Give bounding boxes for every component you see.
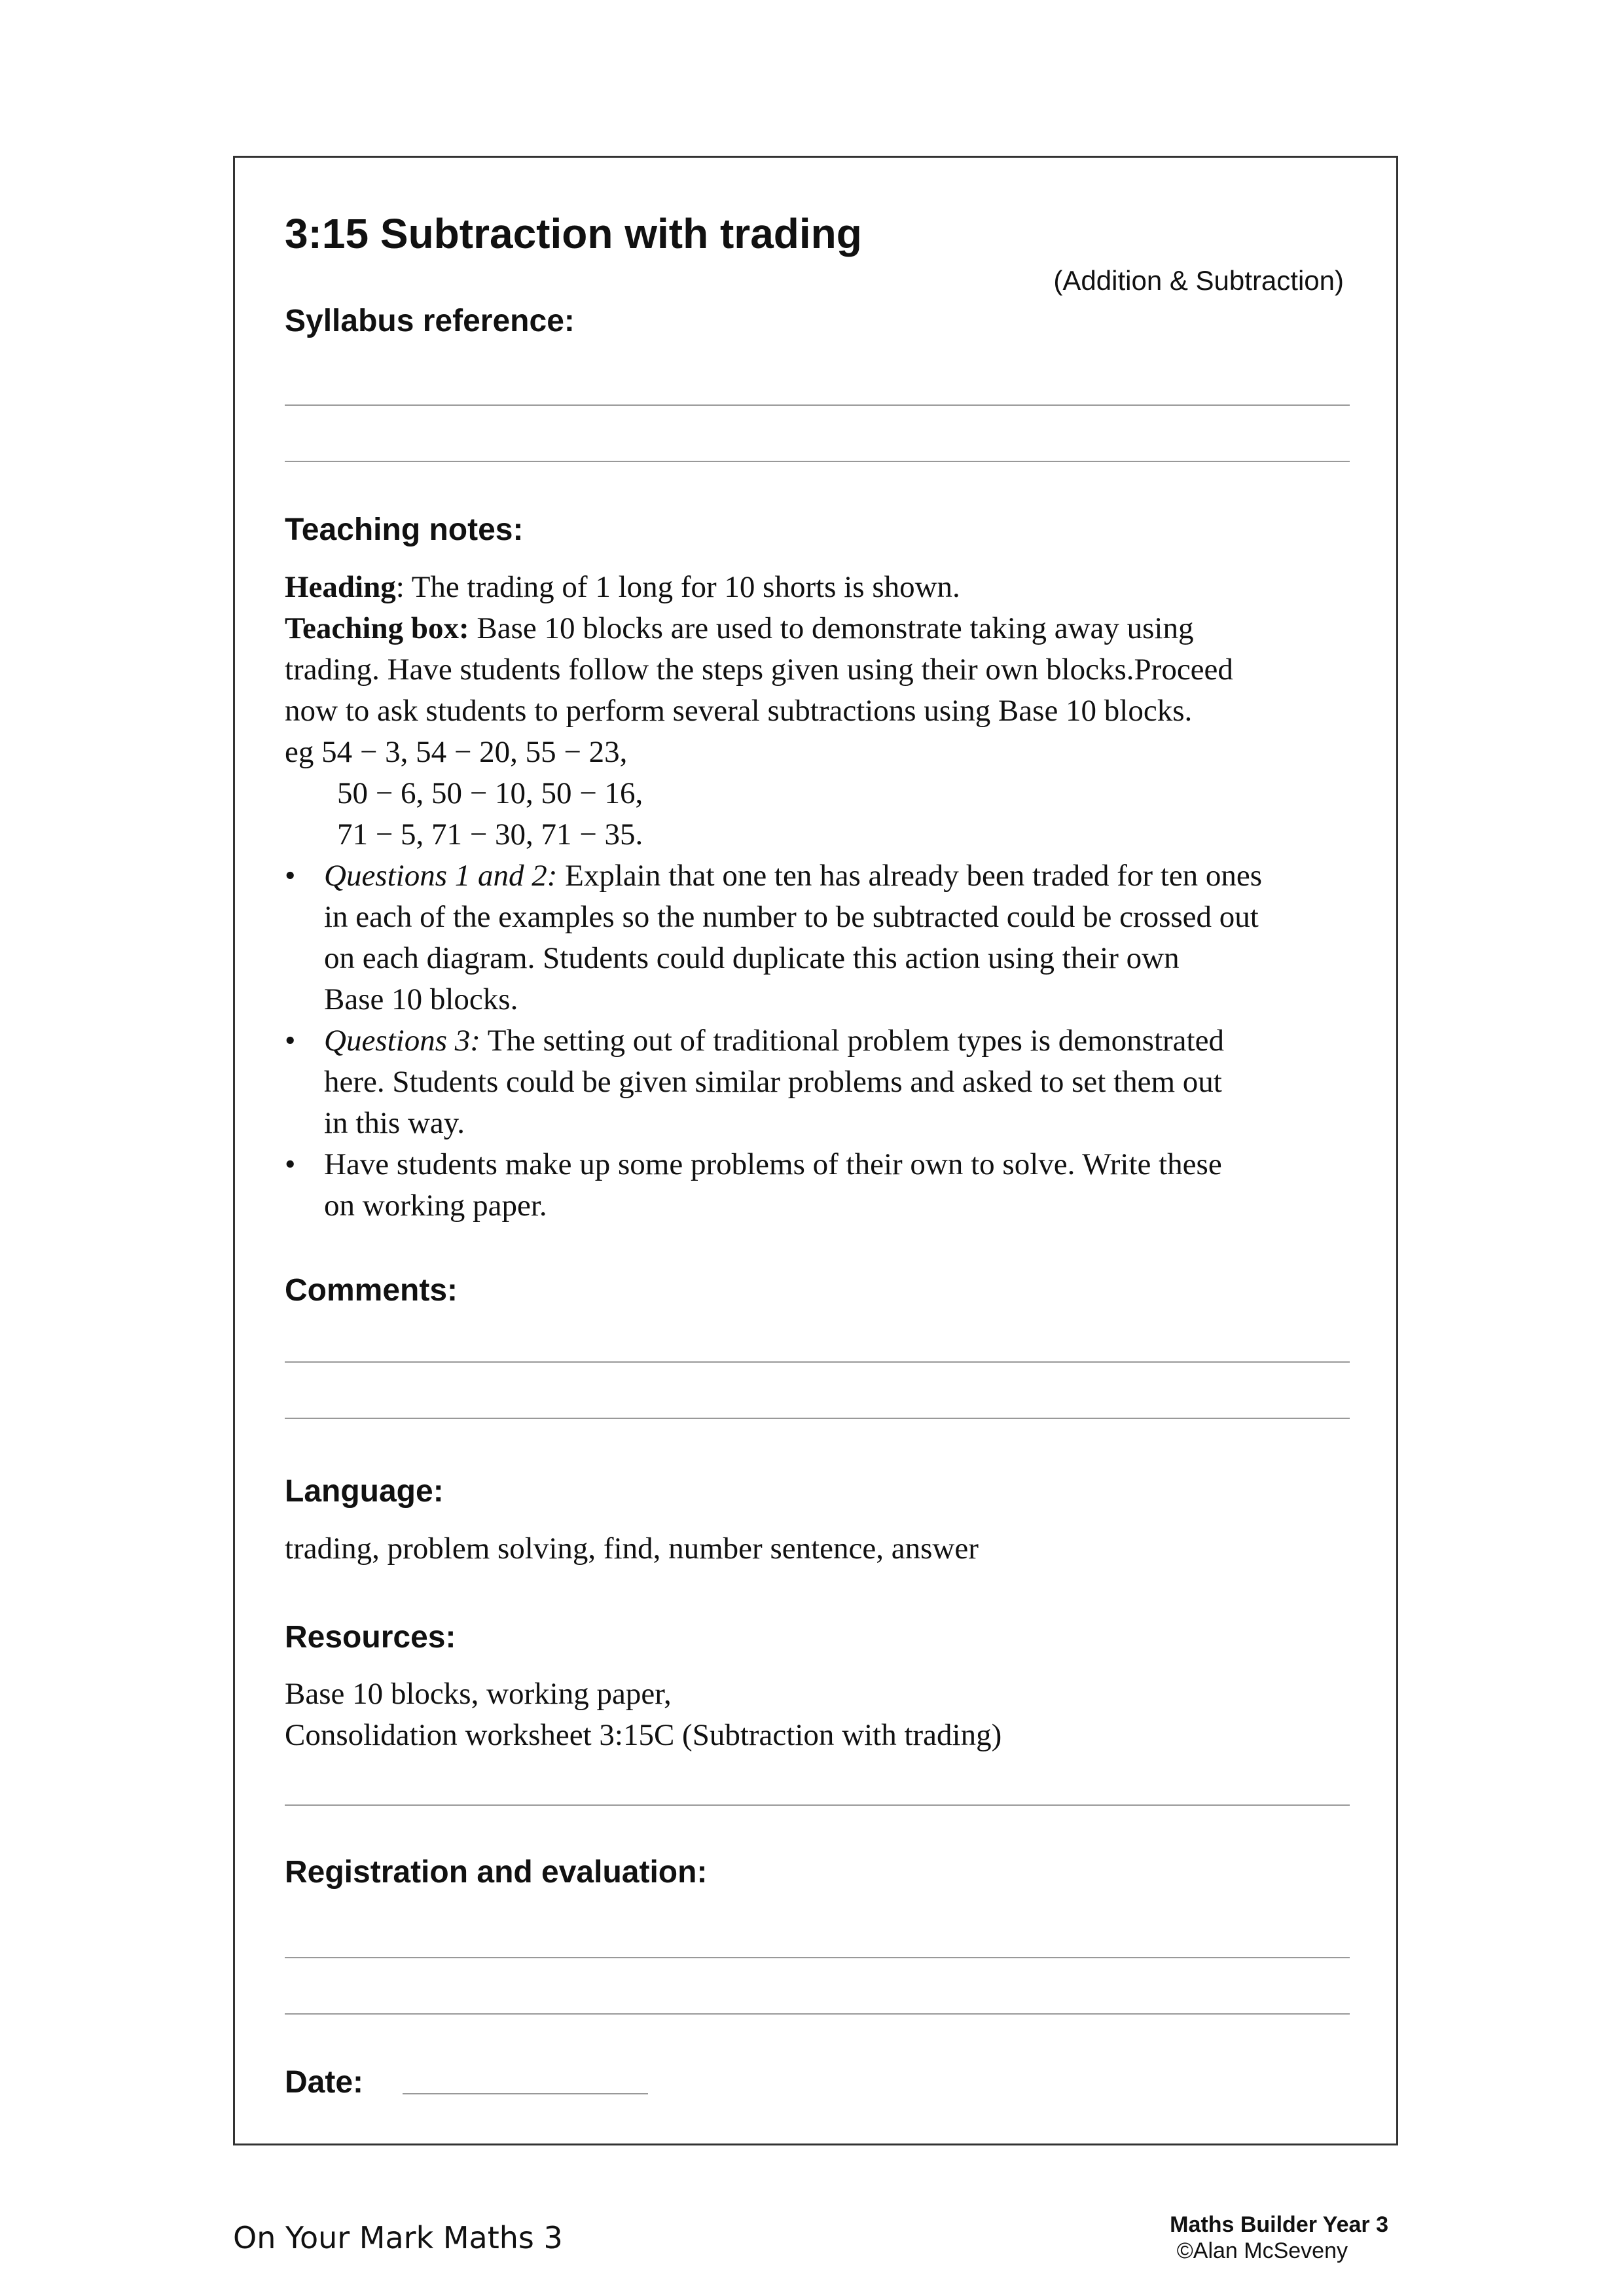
teaching-box-label: Teaching box: bbox=[285, 611, 469, 645]
bullet-1-text-3: on each diagram. Students could duplicate this action using their own bbox=[324, 941, 1180, 975]
footer-book-title: Maths Builder Year 3 bbox=[1170, 2212, 1388, 2237]
resources-heading: Resources: bbox=[285, 1620, 456, 1655]
heading-note bbox=[285, 567, 1358, 608]
teaching-box-line-3: now to ask students to perform several subtractions using Base 10 blocks. bbox=[285, 694, 1193, 728]
heading-note-label: Heading bbox=[285, 570, 396, 604]
heading-note-text: : The trading of 1 long for 10 shorts is shown. bbox=[395, 570, 960, 604]
syllabus-line-2 bbox=[285, 461, 1350, 462]
bullet-symbol: • bbox=[285, 859, 296, 893]
date-label: Date: bbox=[285, 2065, 364, 2100]
teaching-box-text-1: Base 10 blocks are used to demonstrate taking away using bbox=[469, 611, 1194, 645]
resources-line-2: Consolidation worksheet 3:15C (Subtraction with trading) bbox=[285, 1718, 1002, 1752]
teaching-notes-heading: Teaching notes: bbox=[285, 512, 524, 547]
bullet-item-1 bbox=[285, 855, 1358, 1020]
bullet-3-text-2: on working paper. bbox=[324, 1189, 547, 1223]
comments-line-1 bbox=[285, 1361, 1350, 1363]
syllabus-line-1 bbox=[285, 404, 1350, 406]
resources-body bbox=[285, 1674, 1358, 1756]
bullet-symbol: • bbox=[285, 1147, 296, 1181]
registration-line-2 bbox=[285, 2013, 1350, 2015]
resources-rule bbox=[285, 1804, 1350, 1806]
footer-series-title: On Your Mark Maths 3 bbox=[233, 2220, 563, 2255]
bullet-1-text-4: Base 10 blocks. bbox=[324, 982, 518, 1016]
comments-line-2 bbox=[285, 1418, 1350, 1419]
language-heading: Language: bbox=[285, 1474, 444, 1509]
bullet-item-3 bbox=[285, 1144, 1358, 1227]
language-text: trading, problem solving, find, number sentence, answer bbox=[285, 1532, 979, 1566]
registration-line-1 bbox=[285, 1957, 1350, 1958]
registration-heading: Registration and evaluation: bbox=[285, 1855, 708, 1890]
strand-label: (Addition & Subtraction) bbox=[1053, 265, 1344, 296]
bullet-2-label: Questions 3: bbox=[324, 1024, 480, 1058]
bullet-2-text-1: The setting out of traditional problem types is demonstrated bbox=[480, 1024, 1224, 1058]
resources-line-1: Base 10 blocks, working paper, bbox=[285, 1677, 672, 1711]
example-line-1: eg 54 − 3, 54 − 20, 55 − 23, bbox=[285, 735, 628, 769]
syllabus-heading: Syllabus reference: bbox=[285, 304, 575, 338]
teaching-box-line-2: trading. Have students follow the steps given using their own blocks.Proceed bbox=[285, 653, 1233, 687]
bullet-3-text-1: Have students make up some problems of their own to solve. Write these bbox=[324, 1147, 1222, 1181]
teaching-notes-body bbox=[285, 567, 1358, 1227]
bullet-item-2 bbox=[285, 1020, 1358, 1144]
bullet-1-text-2: in each of the examples so the number to be subtracted could be crossed out bbox=[324, 900, 1259, 934]
example-line-3: 71 − 5, 71 − 30, 71 − 35. bbox=[337, 817, 643, 852]
date-field-line[interactable] bbox=[403, 2093, 648, 2094]
bullet-symbol: • bbox=[285, 1024, 296, 1058]
example-line-2: 50 − 6, 50 − 10, 50 − 16, bbox=[337, 776, 643, 810]
bullet-1-text-1: Explain that one ten has already been traded for ten ones bbox=[557, 859, 1263, 893]
teaching-box-line-1 bbox=[285, 608, 1358, 649]
bullet-2-text-3: in this way. bbox=[324, 1106, 465, 1140]
footer-copyright: ©Alan McSeveny bbox=[1176, 2238, 1348, 2263]
page-title: 3:15 Subtraction with trading bbox=[285, 210, 862, 257]
bullet-1-label: Questions 1 and 2: bbox=[324, 859, 558, 893]
comments-heading: Comments: bbox=[285, 1273, 458, 1308]
bullet-2-text-2: here. Students could be given similar problems and asked to set them out bbox=[324, 1065, 1222, 1099]
